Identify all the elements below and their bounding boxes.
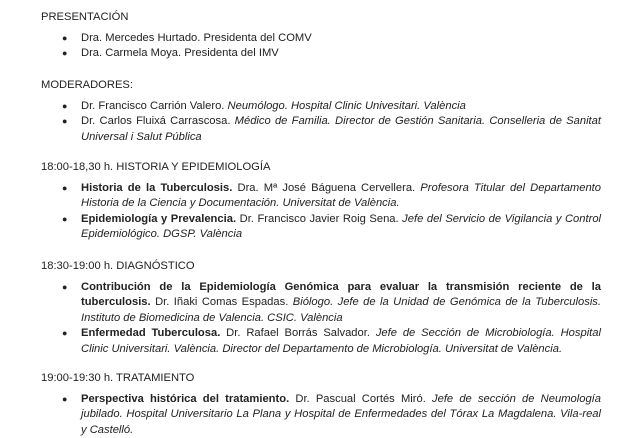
section-heading: 18:00-18,30 h. HISTORIA Y EPIDEMIOLOGÍA bbox=[41, 160, 601, 176]
bullet-icon: ● bbox=[62, 114, 67, 130]
list-item bbox=[41, 46, 601, 62]
talk-topic: Perspectiva histórica del tratamiento. bbox=[81, 393, 289, 405]
speaker-name: Dra. Mercedes Hurtado. Presidenta del COMV bbox=[81, 32, 312, 44]
speaker-name: Dra. Carmela Moya. Presidenta del IMV bbox=[81, 47, 279, 59]
section-heading: MODERADORES: bbox=[41, 78, 601, 94]
list-item bbox=[41, 280, 601, 327]
talk-list bbox=[41, 181, 601, 243]
talk-topic: Epidemiología y Prevalencia. bbox=[81, 213, 236, 225]
talk-topic: Historia de la Tuberculosis. bbox=[81, 182, 232, 194]
list-item bbox=[41, 181, 601, 212]
speaker-name: Dr. Carlos Fluixá Carrascosa. bbox=[81, 115, 230, 127]
bullet-icon: ● bbox=[62, 280, 67, 296]
bullet-icon: ● bbox=[62, 392, 67, 408]
list-item bbox=[41, 392, 601, 438]
section-diagnostico bbox=[41, 259, 601, 357]
section-historia-epidemiologia bbox=[41, 160, 601, 243]
talk-topic: Contribución de la Epidemiología Genómica para evaluar la transmisión reciente de la tuberculosis. bbox=[81, 281, 601, 309]
list-item bbox=[41, 212, 601, 243]
bullet-icon: ● bbox=[62, 31, 67, 47]
list-item bbox=[41, 99, 601, 115]
speaker-role: Profesora Titular del Departamento Historia de la Ciencia y Documentación. Universitat de València. bbox=[81, 182, 601, 210]
section-heading: PRESENTACIÓN bbox=[41, 10, 601, 26]
speaker-role: Neumólogo. Hospital Clinic Univesitari. València bbox=[228, 100, 466, 112]
speaker-role: Médico de Familia. Director de Gestión Sanitaria. Conselleria de Sanitat Universal i Salut Pública bbox=[81, 115, 601, 143]
speaker-name: Dr. Pascual Cortés Miró. bbox=[295, 393, 425, 405]
speaker-name: Dr. Iñaki Comas Espadas. bbox=[155, 296, 288, 308]
bullet-icon: ● bbox=[62, 326, 67, 342]
section-presentacion bbox=[41, 10, 601, 62]
bullet-icon: ● bbox=[62, 181, 67, 197]
section-heading: 18:30-19:00 h. DIAGNÓSTICO bbox=[41, 259, 601, 275]
speaker-role: Jefe del Servicio de Vigilancia y Control Epidemiológico. DGSP. València bbox=[81, 213, 601, 241]
list-item bbox=[41, 326, 601, 357]
speaker-list bbox=[41, 99, 601, 146]
list-item bbox=[41, 114, 601, 145]
section-heading: 19:00-19:30 h. TRATAMIENTO bbox=[41, 371, 601, 387]
speaker-name: Dr. Rafael Borrás Salvador. bbox=[226, 327, 370, 339]
speaker-name: Dr. Francisco Carrión Valero. bbox=[81, 100, 224, 112]
talk-list bbox=[41, 280, 601, 358]
section-moderadores bbox=[41, 78, 601, 145]
speaker-name: Dra. Mª José Báguena Cervellera. bbox=[238, 182, 416, 194]
speaker-role: Biólogo. Jefe de la Unidad de Genómica de la Tuberculosis. Instituto de Biomedicina de Valencia. CSIC. València bbox=[81, 296, 601, 324]
talk-list bbox=[41, 392, 601, 438]
bullet-icon: ● bbox=[62, 46, 67, 62]
section-tratamiento bbox=[41, 371, 601, 438]
list-item bbox=[41, 31, 601, 47]
speaker-role: Jefe de Sección de Microbiología. Hospital Clinic Universitari. València. Director del Departamento de Microbiología. Universitat de València. bbox=[81, 327, 601, 355]
speaker-name: Dr. Francisco Javier Roig Sena. bbox=[240, 213, 399, 225]
bullet-icon: ● bbox=[62, 212, 67, 228]
speaker-list bbox=[41, 31, 601, 62]
bullet-icon: ● bbox=[62, 99, 67, 115]
talk-topic: Enfermedad Tuberculosa. bbox=[81, 327, 220, 339]
speaker-role: Jefe de sección de Neumología jubilado. Hospital Universitario La Plana y Hospital de Enfermedades del Tórax La Magdalena. Vila-real y Castelló. bbox=[81, 393, 601, 436]
